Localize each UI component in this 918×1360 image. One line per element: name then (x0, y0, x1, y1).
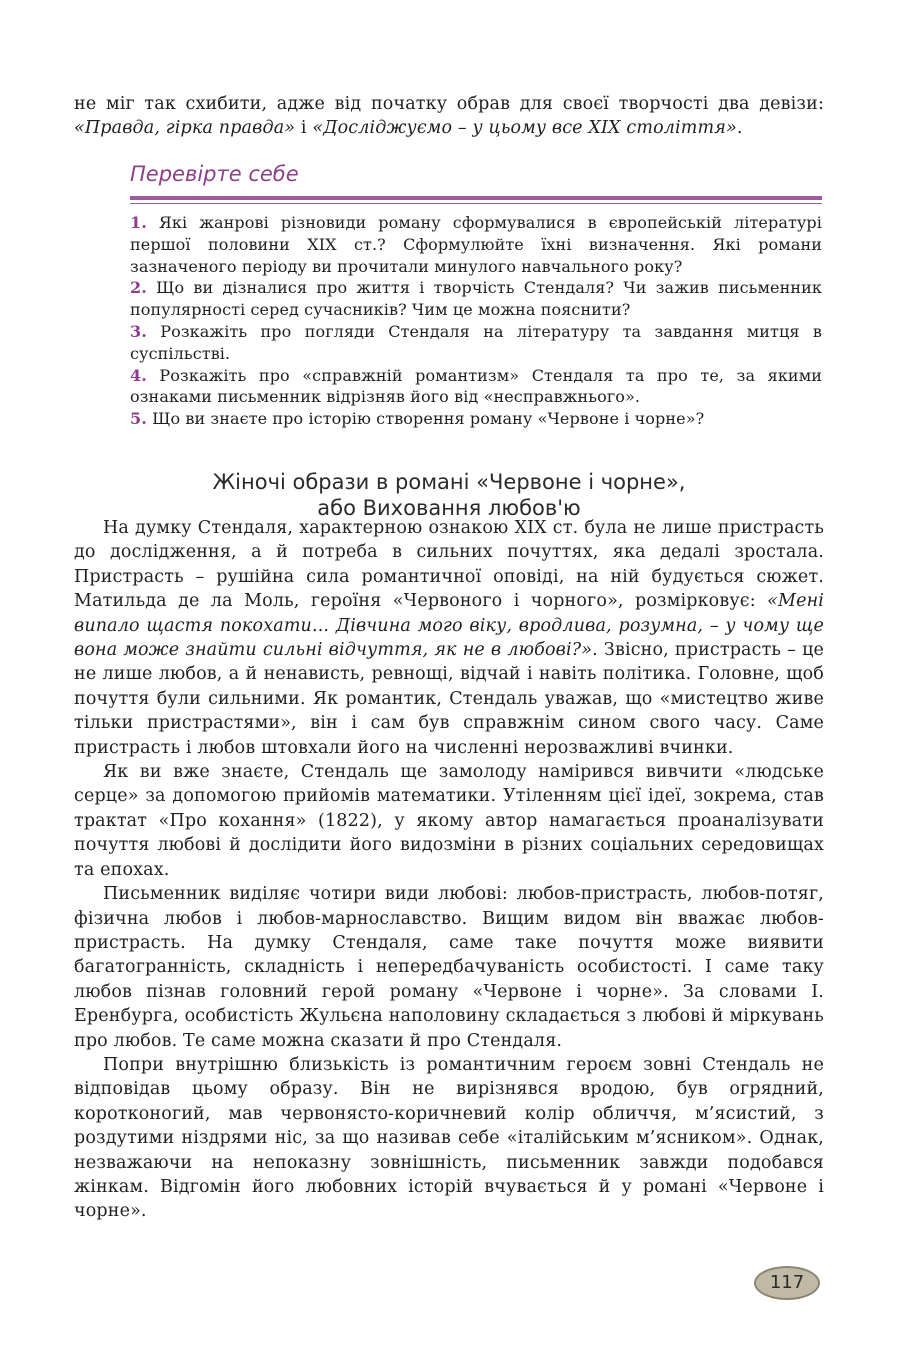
question-list (130, 212, 822, 430)
question-item (130, 212, 822, 277)
paragraph-4: Попри внутрішню близькість із романтичним героєм зовні Стендаль не відповідав цьому образу. Він не вирізнявся вродою, був огрядний, коротконогий, мав червонясто-коричневий колір обличчя, м’ясистий, з роздутими ніздрями ніс, за що називав себе «італійським м’ясником». Однак, незважаючи на непоказну зовнішність, письменник завжди подобався жінкам. Відгомін його любовних історій вчувається й у романі «Червоне і чорне». (74, 1054, 824, 1222)
question-item (130, 277, 822, 321)
question-text: Що ви дізналися про життя і творчість Стендаля? Чи зажив письменник популярності серед сучасників? Чим це можна пояснити? (130, 278, 822, 320)
paragraph-2: Як ви вже знаєте, Стендаль ще замолоду намірився вивчити «людське серце» за допомогою прийомів математики. Утіленням цієї ідеї, зокрема, став трактат «Про кохання» (1822), у якому автор намагається проаналізувати почуття любові й дослідити його видозміни в різних соціальних середовищах та епохах. (74, 762, 824, 880)
main-text (74, 516, 824, 1224)
paragraph-1-continuation: . Звісно, пристрасть – це не лише любов, а й ненависть, ревнощі, відчай і навіть політика. Головне, щоб почуття були сильними. Як романтик, Стендаль уважав, що «мистецтво живе тільки пристрастями», він і сам був справжнім сином свого часу. Саме пристрасть і любов штовхали його на численні нерозважливі вчинки. (74, 640, 824, 758)
check-yourself-title: Перевірте себе (130, 162, 299, 186)
question-text: Розкажіть про «справжній романтизм» Стендаля та про те, за якими ознаками письменник відрізняв його від «несправжнього». (130, 365, 822, 407)
section-heading-line-1: Жіночі образи в романі «Червоне і чорне», (212, 470, 686, 495)
check-yourself-box (130, 162, 822, 430)
intro-end: . (736, 118, 743, 139)
intro-paragraph (74, 92, 824, 141)
intro-line: не міг так схибити, адже від початку обрав для своєї творчості два девізи: (74, 94, 824, 114)
page-number: 117 (754, 1266, 820, 1300)
question-text: Що ви знаєте про історію створення роману «Червоне і чорне»? (146, 409, 705, 429)
question-text: Які жанрові різновиди роману сформувалися в європейській літературі першої половини XIX ст.? Сформулюйте їхні визначення. Які романи зазначеного періоду ви прочитали минулого навчального року? (130, 213, 822, 276)
question-number: 4. (130, 365, 147, 385)
motto-2: «Досліджуємо – у цьому все XIX століття» (312, 118, 737, 139)
title-rule-thin (130, 203, 822, 204)
paragraph-1 (74, 516, 824, 760)
question-text: Розкажіть про погляди Стендаля на літературу та завдання митця в суспільстві. (130, 321, 822, 363)
title-rule-thick (130, 196, 822, 200)
section-heading-line-2: або Виховання любов'ю (317, 496, 581, 521)
paragraph-3: Письменник виділяє чотири види любові: любов-пристрасть, любов-потяг, фізична любов і любов-марнославство. Вищим видом він вважає любов-пристрасть. На думку Стендаля, саме таке почуття може виявити багатогранність, складність і непередбачуваність особистості. І саме таку любов пізнав головний герой роману «Червоне і чорне». За словами І. Еренбурга, особистість Жульєна наполовину складається з любові й міркувань про любов. Те саме можна сказати й про Стендаля. (74, 884, 824, 1051)
intro-conjunction: і (295, 118, 313, 139)
question-item (130, 408, 822, 430)
matilda-quote: «Мені випало щастя покохати... Дівчина мого віку, вродлива, розумна, – у чому ще вона може знайти сильні відчуття, як не в любові?» (74, 591, 824, 661)
question-number: 5. (130, 409, 147, 429)
paragraph-1-text: На думку Стендаля, характерною ознакою XIX ст. була не лише пристрасть до дослідження, а й потреба в сильних почуттях, яка дедалі зростала. Пристрасть – рушійна сила романтичної оповіді, на ній будується сюжет. Матильда де ла Моль, героїня «Червоного і чорного», розмірковує: (74, 518, 824, 612)
question-number: 1. (130, 213, 147, 232)
intro-text (74, 92, 824, 141)
question-item (130, 321, 822, 365)
section-heading (74, 469, 824, 521)
question-number: 2. (130, 278, 147, 298)
question-item (130, 365, 822, 409)
motto-1: «Правда, гірка правда» (74, 118, 296, 139)
question-number: 3. (130, 321, 147, 341)
